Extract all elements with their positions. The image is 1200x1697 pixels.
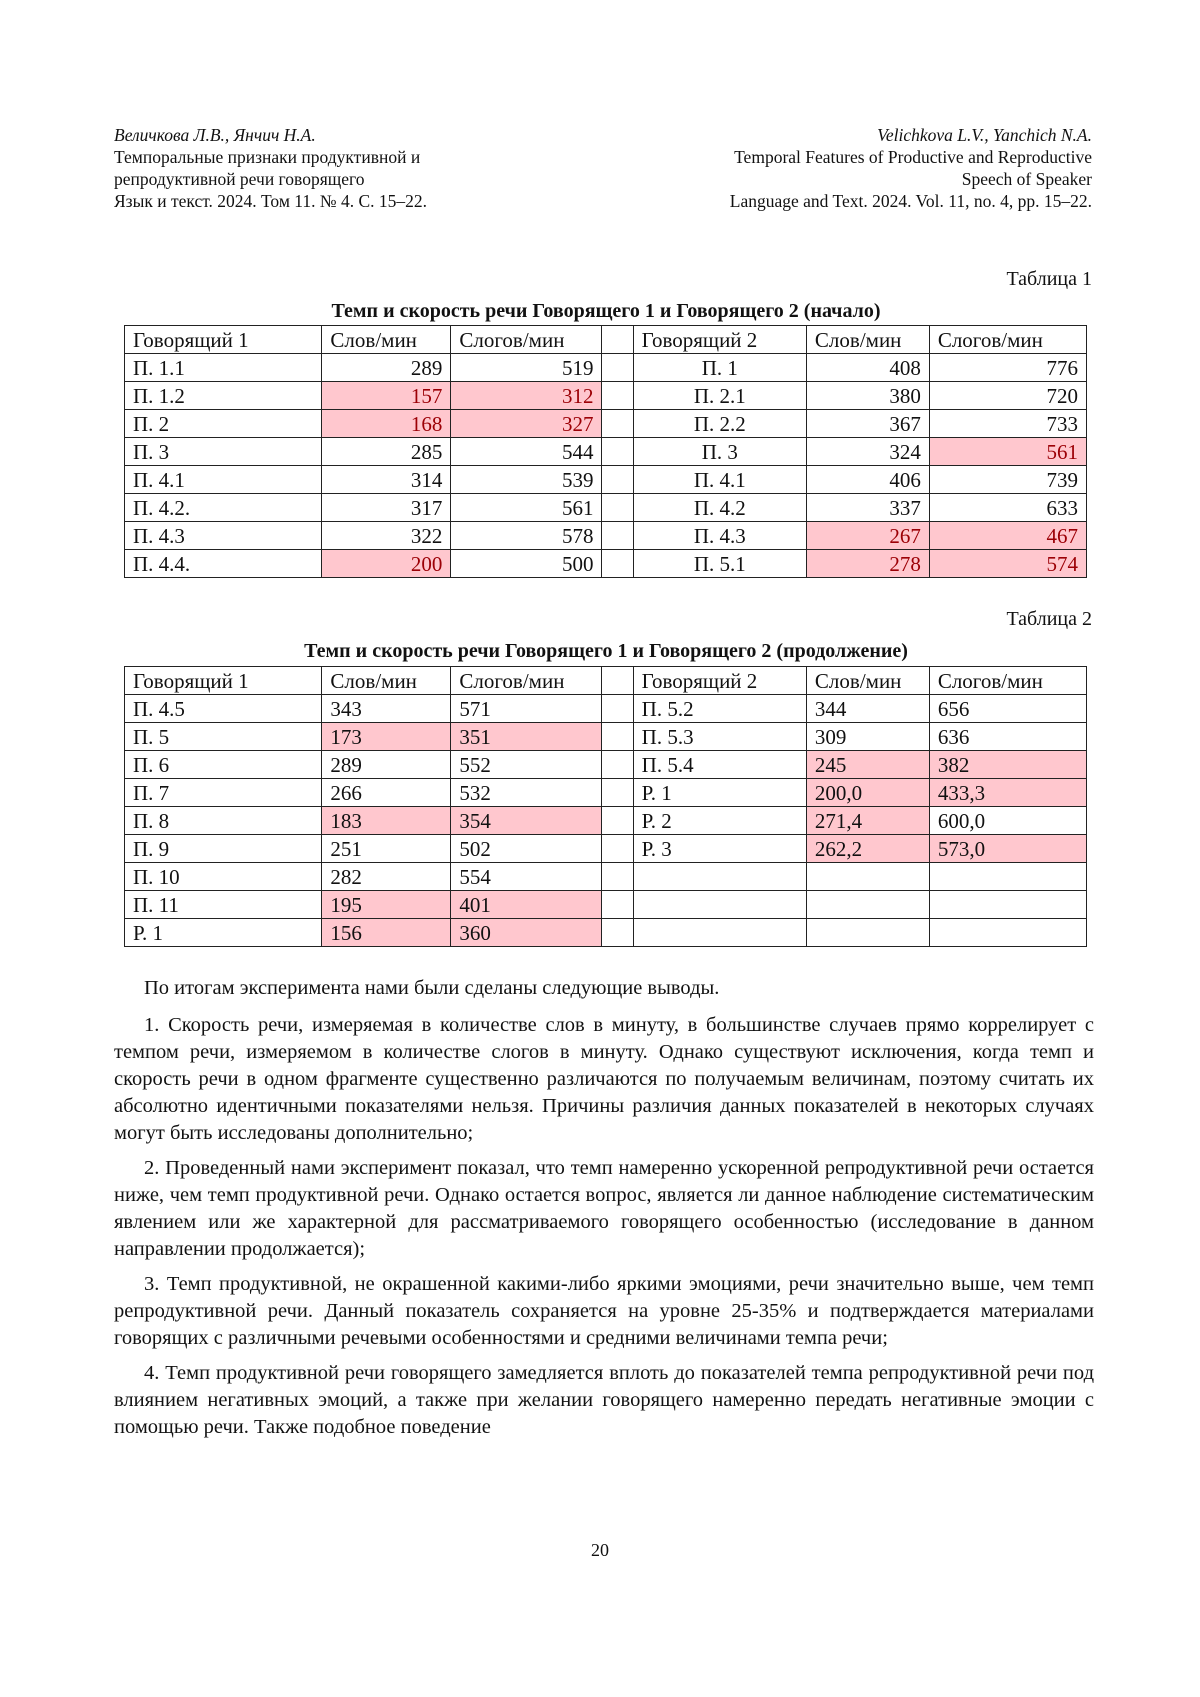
table1-header-cell: Слов/мин — [322, 326, 451, 354]
table2-header-cell — [602, 667, 633, 695]
table-row — [125, 779, 1087, 807]
cell-w1: 200 — [322, 550, 451, 578]
table1-header-cell: Слогов/мин — [451, 326, 602, 354]
cell-y1: 519 — [451, 354, 602, 382]
spacer-cell — [602, 522, 633, 550]
cell-s1: П. 8 — [125, 807, 322, 835]
table-row — [125, 807, 1087, 835]
cell-w1: 157 — [322, 382, 451, 410]
cell-y2: 573,0 — [929, 835, 1086, 863]
cell-y2 — [929, 863, 1086, 891]
table-row — [125, 695, 1087, 723]
table-row — [125, 891, 1087, 919]
cell-s1: П. 4.5 — [125, 695, 322, 723]
spacer-cell — [602, 863, 633, 891]
cell-y1: 544 — [451, 438, 602, 466]
cell-s2: П. 4.3 — [633, 522, 806, 550]
cell-y2: 739 — [929, 466, 1086, 494]
cell-w2: 324 — [806, 438, 929, 466]
cell-y1: 571 — [451, 695, 602, 723]
spacer-cell — [602, 550, 633, 578]
header-authors-en: Velichkova L.V., Yanchich N.A. — [877, 125, 1092, 145]
cell-w1: 322 — [322, 522, 451, 550]
table2-title: Темп и скорость речи Говорящего 1 и Говорящего 2 (продолжение) — [304, 640, 908, 662]
cell-y1: 539 — [451, 466, 602, 494]
cell-y2: 636 — [929, 723, 1086, 751]
cell-w2: 278 — [806, 550, 929, 578]
table-row — [125, 466, 1087, 494]
cell-s2: П. 1 — [633, 354, 806, 382]
cell-w1: 314 — [322, 466, 451, 494]
cell-s1: П. 9 — [125, 835, 322, 863]
table2-header-cell: Слогов/мин — [451, 667, 602, 695]
cell-w2: 380 — [806, 382, 929, 410]
cell-s1: П. 3 — [125, 438, 322, 466]
table2-header-cell: Говорящий 2 — [633, 667, 806, 695]
cell-y1: 351 — [451, 723, 602, 751]
cell-w2: 337 — [806, 494, 929, 522]
spacer-cell — [602, 919, 633, 947]
cell-w1: 156 — [322, 919, 451, 947]
cell-w1: 266 — [322, 779, 451, 807]
cell-s1: П. 4.4. — [125, 550, 322, 578]
table1-title: Темп и скорость речи Говорящего 1 и Говорящего 2 (начало) — [331, 300, 881, 322]
cell-s2 — [633, 863, 806, 891]
table1-header-cell: Говорящий 2 — [633, 326, 806, 354]
table-row — [125, 751, 1087, 779]
cell-w2 — [806, 863, 929, 891]
cell-s1: П. 4.3 — [125, 522, 322, 550]
cell-y1: 401 — [451, 891, 602, 919]
cell-w2: 367 — [806, 410, 929, 438]
cell-y1: 578 — [451, 522, 602, 550]
table2-header-cell: Слогов/мин — [929, 667, 1086, 695]
spacer-cell — [602, 695, 633, 723]
cell-w1: 173 — [322, 723, 451, 751]
cell-y1: 327 — [451, 410, 602, 438]
spacer-cell — [602, 382, 633, 410]
cell-y2: 467 — [929, 522, 1086, 550]
table-row — [125, 354, 1087, 382]
conclusions-intro: По итогам эксперимента нами были сделаны следующие выводы. — [144, 977, 720, 999]
header-title-ru-line2: репродуктивной речи говорящего — [114, 169, 365, 189]
table-row — [125, 382, 1087, 410]
cell-s2: П. 2.2 — [633, 410, 806, 438]
cell-w1: 317 — [322, 494, 451, 522]
cell-w2: 309 — [806, 723, 929, 751]
cell-s2: Р. 3 — [633, 835, 806, 863]
cell-y2: 561 — [929, 438, 1086, 466]
cell-w1: 282 — [322, 863, 451, 891]
conclusion-1: 1. Скорость речи, измеряемая в количестве слов в минуту, в большинстве случаев прямо коррелирует с темпом речи, измеряемом в количестве слогов в минуту. Однако существуют исключения, когда темп и скорость речи в одном фрагменте существенно различаются по получаемым величинам, поэтому считать их абсолютно идентичными показателями нельзя. Причины различия данных показателей в некоторых случаях могут быть исследованы дополнительно; — [114, 1014, 1094, 1144]
cell-w2 — [806, 919, 929, 947]
cell-y2: 600,0 — [929, 807, 1086, 835]
spacer-cell — [602, 354, 633, 382]
cell-s2: П. 5.1 — [633, 550, 806, 578]
table1-label: Таблица 1 — [1006, 268, 1092, 290]
cell-w2: 245 — [806, 751, 929, 779]
cell-s1: П. 11 — [125, 891, 322, 919]
cell-w1: 289 — [322, 751, 451, 779]
cell-s1: П. 6 — [125, 751, 322, 779]
cell-w1: 343 — [322, 695, 451, 723]
cell-y2: 574 — [929, 550, 1086, 578]
cell-s1: П. 2 — [125, 410, 322, 438]
table2 — [124, 666, 1087, 947]
table2-header-cell: Слов/мин — [806, 667, 929, 695]
cell-y1: 561 — [451, 494, 602, 522]
cell-w1: 168 — [322, 410, 451, 438]
cell-s2: П. 2.1 — [633, 382, 806, 410]
spacer-cell — [602, 723, 633, 751]
conclusions-list — [114, 1012, 1094, 1449]
table2-label: Таблица 2 — [1006, 608, 1092, 630]
cell-w1: 251 — [322, 835, 451, 863]
cell-y1: 354 — [451, 807, 602, 835]
cell-s1: П. 10 — [125, 863, 322, 891]
cell-s1: П. 1.1 — [125, 354, 322, 382]
cell-y1: 532 — [451, 779, 602, 807]
header-title-en-line1: Temporal Features of Productive and Reproductive — [734, 147, 1092, 167]
cell-w2: 271,4 — [806, 807, 929, 835]
cell-s1: П. 4.1 — [125, 466, 322, 494]
cell-s2: П. 4.1 — [633, 466, 806, 494]
cell-y1: 554 — [451, 863, 602, 891]
cell-s1: П. 4.2. — [125, 494, 322, 522]
cell-y2: 733 — [929, 410, 1086, 438]
cell-w2: 406 — [806, 466, 929, 494]
cell-s2 — [633, 891, 806, 919]
cell-w1: 285 — [322, 438, 451, 466]
cell-s2: Р. 2 — [633, 807, 806, 835]
cell-y2 — [929, 919, 1086, 947]
cell-y2: 776 — [929, 354, 1086, 382]
cell-s1: П. 7 — [125, 779, 322, 807]
header-title-en-line2: Speech of Speaker — [961, 169, 1092, 189]
table1 — [124, 325, 1087, 578]
cell-w2: 267 — [806, 522, 929, 550]
table2-header-row — [125, 667, 1087, 695]
spacer-cell — [602, 438, 633, 466]
spacer-cell — [602, 807, 633, 835]
cell-s2: П. 5.3 — [633, 723, 806, 751]
cell-s2: П. 3 — [633, 438, 806, 466]
table1-header-cell — [602, 326, 633, 354]
cell-s2: П. 5.4 — [633, 751, 806, 779]
cell-s1: П. 5 — [125, 723, 322, 751]
table-row — [125, 410, 1087, 438]
table1-header-cell: Слов/мин — [806, 326, 929, 354]
table-row — [125, 494, 1087, 522]
table1-header-cell: Говорящий 1 — [125, 326, 322, 354]
table-row — [125, 919, 1087, 947]
header-title-ru-line1: Темпоральные признаки продуктивной и — [114, 147, 421, 167]
spacer-cell — [602, 494, 633, 522]
conclusion-3: 3. Темп продуктивной, не окрашенной какими-либо яркими эмоциями, речи значительно выше, чем темп репродуктивной речи. Данный показатель сохраняется на уровне 25-35% и подтверждается материалами говорящих с различными речевыми особенностями и средними величинами темпа речи; — [114, 1273, 1094, 1349]
table-row — [125, 438, 1087, 466]
spacer-cell — [602, 751, 633, 779]
cell-y2: 633 — [929, 494, 1086, 522]
cell-w1: 183 — [322, 807, 451, 835]
table-row — [125, 723, 1087, 751]
cell-y1: 312 — [451, 382, 602, 410]
cell-w2: 200,0 — [806, 779, 929, 807]
cell-y1: 500 — [451, 550, 602, 578]
cell-s1: П. 1.2 — [125, 382, 322, 410]
running-header-left — [114, 124, 427, 212]
table1-header-cell: Слогов/мин — [929, 326, 1086, 354]
cell-w1: 289 — [322, 354, 451, 382]
cell-y1: 552 — [451, 751, 602, 779]
conclusion-2: 2. Проведенный нами эксперимент показал, что темп намеренно ускоренной репродуктивной речи остается ниже, чем темп продуктивной речи. Однако остается вопрос, является ли данное наблюдение систематическим явлением или же характерной для рассматриваемого говорящего особенностью (исследование в данном направлении продолжается); — [114, 1157, 1094, 1260]
header-citation-en: Language and Text. 2024. Vol. 11, no. 4, pp. 15–22. — [729, 191, 1092, 211]
table-row — [125, 550, 1087, 578]
cell-s2: П. 4.2 — [633, 494, 806, 522]
cell-s2 — [633, 919, 806, 947]
cell-s1: Р. 1 — [125, 919, 322, 947]
spacer-cell — [602, 835, 633, 863]
page-number: 20 — [591, 1540, 609, 1560]
header-citation-ru: Язык и текст. 2024. Том 11. № 4. С. 15–22. — [114, 191, 428, 211]
cell-y2 — [929, 891, 1086, 919]
table-row — [125, 522, 1087, 550]
table2-header-cell: Говорящий 1 — [125, 667, 322, 695]
header-authors-ru: Величкова Л.В., Янчич Н.А. — [114, 125, 316, 145]
cell-w2: 344 — [806, 695, 929, 723]
cell-w1: 195 — [322, 891, 451, 919]
spacer-cell — [602, 466, 633, 494]
spacer-cell — [602, 891, 633, 919]
cell-w2: 408 — [806, 354, 929, 382]
running-header-right — [730, 124, 1092, 212]
spacer-cell — [602, 410, 633, 438]
cell-w2 — [806, 891, 929, 919]
table2-header-cell: Слов/мин — [322, 667, 451, 695]
cell-y1: 502 — [451, 835, 602, 863]
cell-s2: Р. 1 — [633, 779, 806, 807]
cell-y2: 433,3 — [929, 779, 1086, 807]
cell-w2: 262,2 — [806, 835, 929, 863]
cell-y2: 656 — [929, 695, 1086, 723]
table-row — [125, 863, 1087, 891]
cell-y2: 720 — [929, 382, 1086, 410]
cell-y1: 360 — [451, 919, 602, 947]
conclusion-4: 4. Темп продуктивной речи говорящего замедляется вплоть до показателей темпа репродуктивной речи под влиянием негативных эмоций, а также при желании говорящего намеренно передать негативные эмоции с помощью речи. Также подобное поведение — [114, 1362, 1094, 1438]
cell-s2: П. 5.2 — [633, 695, 806, 723]
table-row — [125, 835, 1087, 863]
cell-y2: 382 — [929, 751, 1086, 779]
table1-header-row — [125, 326, 1087, 354]
spacer-cell — [602, 779, 633, 807]
